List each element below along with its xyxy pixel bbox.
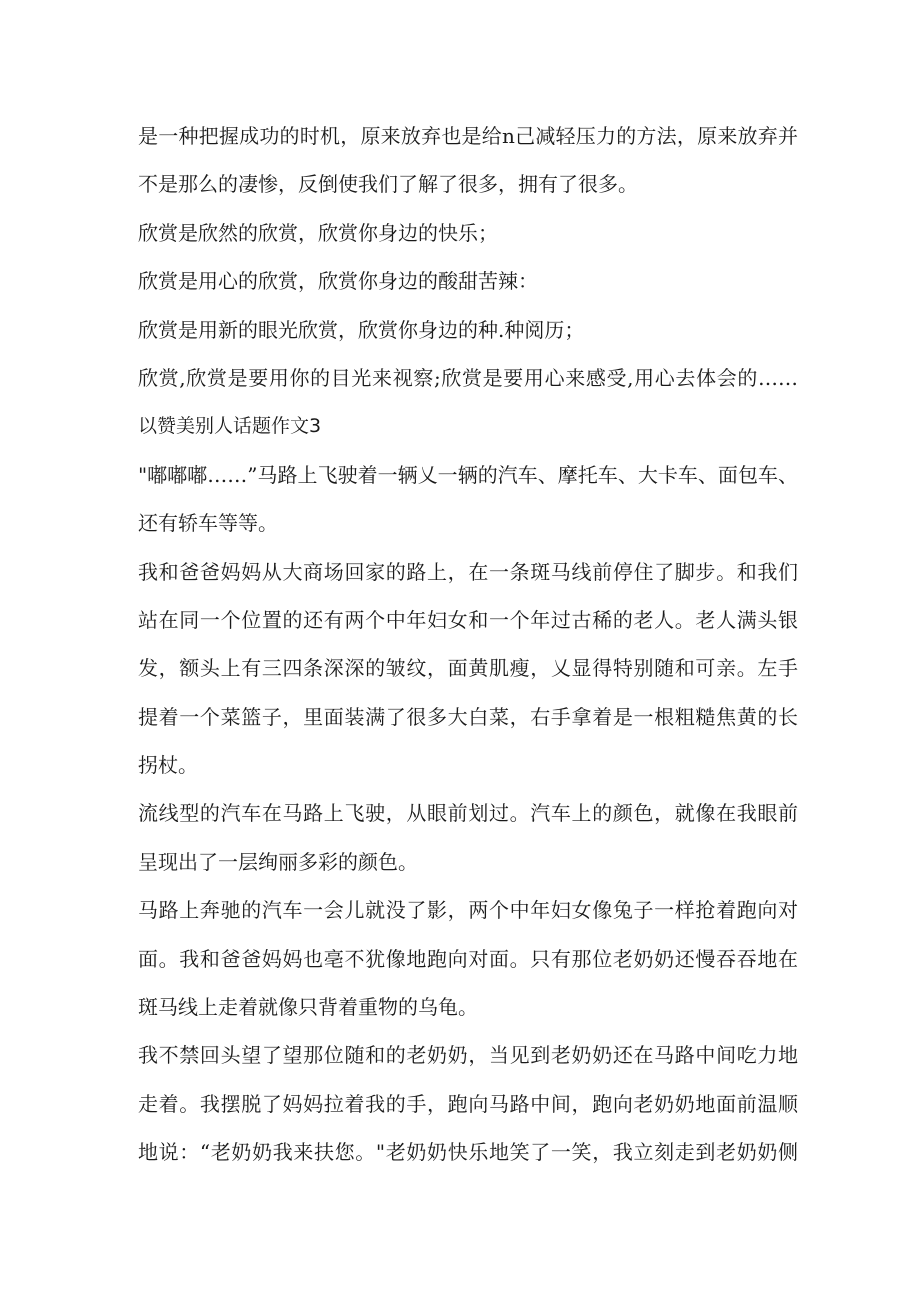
text-line: 欣赏是用心的欣赏，欣赏你身边的酸甜苦辣：	[138, 269, 538, 294]
text-line: 站在同一个位置的还有两个中年妇女和一个年过古稀的老人。老人满头银	[138, 607, 798, 632]
text-line: 欣赏是欣然的欣赏，欣赏你身边的快乐；	[138, 220, 498, 245]
text-line: 面。我和爸爸妈妈也亳不犹像地跑向对面。只有那位老奶奶还慢吞吞地在	[138, 946, 798, 971]
text-line: 是一种把握成功的时机，原来放弃也是给n己减轻压力的方法，原来放弃并	[138, 124, 798, 148]
text-line: 欣赏是用新的眼光欣赏，欣赏你身边的种.种阅历；	[138, 317, 585, 342]
text-line: 我和爸爸妈妈从大商场回家的路上，在一条斑马线前停住了脚步。和我们	[138, 559, 798, 584]
text-line: 拐杖。	[138, 753, 198, 778]
text-line: 发，额头上有三四条深深的皱纹，面黄肌瘦，乂显得特别随和可亲。左手	[138, 656, 798, 681]
text-line: 流线型的汽车在马路上飞驶，从眼前划过。汽车上的颜色，就像在我眼前	[138, 801, 798, 826]
text-line: 走着。我摆脱了妈妈拉着我的手，跑向马路中间，跑向老奶奶地面前温顺	[138, 1091, 798, 1116]
text-line: 呈现出了一层绚丽多彩的颜色。	[138, 849, 418, 874]
text-line: 还有轿车等等。	[138, 511, 278, 536]
text-line: 提着一个菜篮子，里面装满了很多大白菜，右手拿着是一根粗糙焦黄的长	[138, 704, 798, 729]
document-body	[138, 112, 798, 1177]
text-line: 欣赏,欣赏是要用你的目光来视察;欣赏是要用心来感受,用心去体会的……	[138, 365, 798, 390]
section-heading: 以赞美别人话题作文3	[138, 415, 322, 438]
text-line: 斑马线上走着就像只背着重物的乌龟。	[138, 995, 478, 1020]
text-line: 我不禁回头望了望那位随和的老奶奶，当见到老奶奶还在马路中间吃力地	[138, 1043, 798, 1068]
text-line: "嘟嘟嘟……”马路上飞驶着一辆乂一辆的汽车、摩托车、大卡车、面包车、	[138, 462, 798, 487]
text-line: 马路上奔驰的汽车一会儿就没了影，两个中年妇女像兔子一样抢着跑向对	[138, 898, 798, 923]
text-line: 地说：“老奶奶我来扶您。"老奶奶快乐地笑了一笑，我立刻走到老奶奶侧	[138, 1140, 798, 1165]
text-line: 不是那么的凄惨，反倒使我们了解了很多，拥有了很多。	[138, 172, 638, 197]
